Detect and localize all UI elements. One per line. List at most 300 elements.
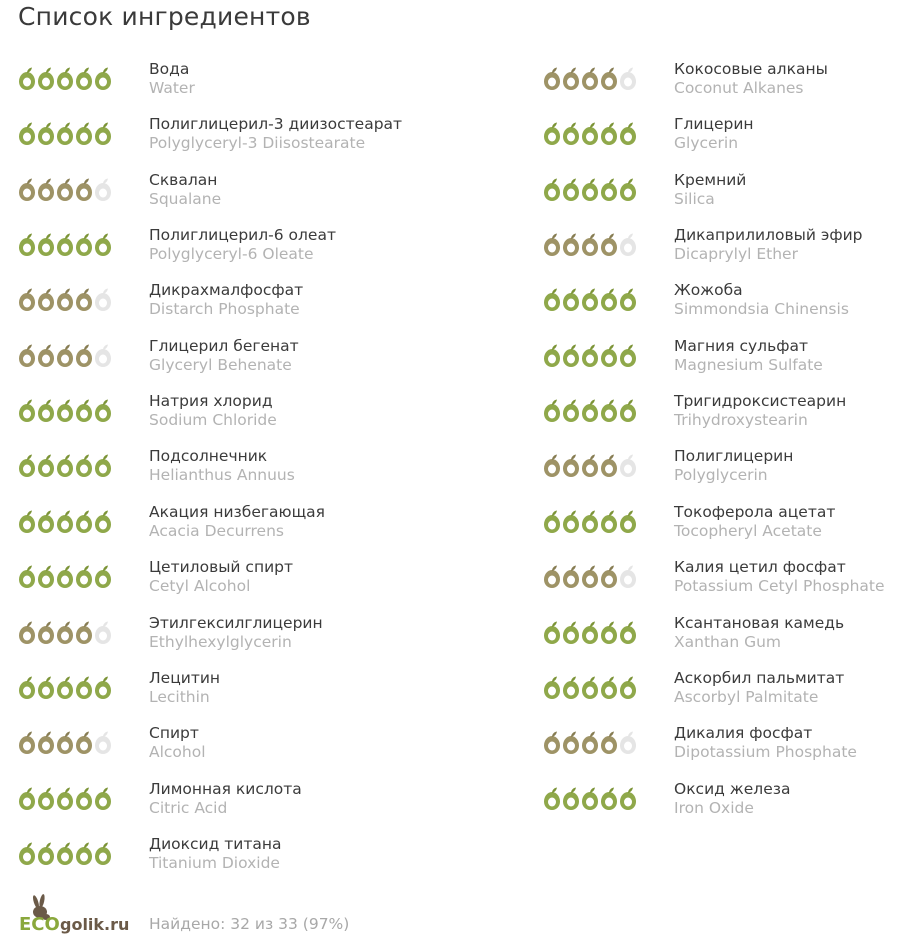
rating-drop-icon-filled xyxy=(38,178,54,201)
rating-drop-icon-filled xyxy=(582,68,598,91)
rating-drop-icon-filled xyxy=(38,455,54,478)
safety-rating xyxy=(18,454,112,478)
rating-drop-icon-filled xyxy=(76,234,92,257)
rating-drop-icon-filled xyxy=(582,676,598,699)
ingredient-name-ru[interactable]: Жожоба xyxy=(674,281,743,300)
rating-icons xyxy=(543,399,637,423)
rating-icons xyxy=(18,233,112,257)
rating-drop-icon-filled xyxy=(601,566,617,589)
ingredient-names xyxy=(149,115,402,153)
rating-icons xyxy=(18,399,112,423)
ingredient-name-en: Helianthus Annuus xyxy=(149,466,295,485)
rating-drop-icon-filled xyxy=(38,621,54,644)
footer xyxy=(18,893,518,941)
rating-drop-icon-filled xyxy=(601,732,617,755)
ingredient-names xyxy=(149,392,277,430)
ingredient-names xyxy=(149,226,336,264)
rating-drop-icon-filled xyxy=(544,400,560,423)
safety-rating xyxy=(543,787,637,811)
rating-drop-icon-filled xyxy=(544,344,560,367)
ingredient-row[interactable] xyxy=(0,226,525,270)
safety-rating xyxy=(18,842,112,866)
rating-drop-icon-filled xyxy=(582,178,598,201)
rating-drop-icon-filled xyxy=(19,787,35,810)
ingredient-name-en: Polyglyceryl-6 Oleate xyxy=(149,245,314,264)
rating-drop-icon-filled xyxy=(38,510,54,533)
ingredient-name-ru[interactable]: Дикрахмалфосфат xyxy=(149,281,304,300)
rating-drop-icon-filled xyxy=(601,289,617,312)
ingredient-row[interactable] xyxy=(525,171,906,215)
rating-drop-icon-filled xyxy=(582,289,598,312)
ingredient-name-ru[interactable]: Лимонная кислота xyxy=(149,779,302,798)
safety-rating xyxy=(543,731,637,755)
ingredient-name-ru[interactable]: Оксид железа xyxy=(674,779,791,798)
rating-drop-icon-filled xyxy=(563,455,579,478)
rating-drop-icon-filled xyxy=(57,732,73,755)
ingredient-name-ru[interactable]: Подсолнечник xyxy=(149,447,268,466)
ingredient-name-en: Ascorbyl Palmitate xyxy=(674,687,819,706)
ingredient-name-ru[interactable]: Калия цетил фосфат xyxy=(674,558,846,577)
ingredient-name-ru[interactable]: Тригидроксистеарин xyxy=(674,392,847,411)
rating-drop-icon-filled xyxy=(563,123,579,146)
rating-drop-icon-filled xyxy=(601,344,617,367)
logo-eco-text: ECO xyxy=(19,914,60,935)
rating-drop-icon-filled xyxy=(544,510,560,533)
rating-drop-icon-empty xyxy=(95,289,111,312)
ingredient-name-ru[interactable]: Полиглицерин xyxy=(674,447,794,466)
rating-drop-icon-filled xyxy=(620,178,636,201)
rating-drop-icon-filled xyxy=(544,68,560,91)
ingredient-name-en: Polyglycerin xyxy=(674,466,768,485)
rating-drop-icon-filled xyxy=(544,455,560,478)
ingredient-name-en: Lecithin xyxy=(149,687,210,706)
ingredient-name-ru[interactable]: Этилгексилглицерин xyxy=(149,613,323,632)
rating-icons xyxy=(543,122,637,146)
rating-icons xyxy=(18,621,112,645)
rating-drop-icon-filled xyxy=(95,510,111,533)
rating-drop-icon-filled xyxy=(19,455,35,478)
rating-icons xyxy=(543,787,637,811)
ingredient-name-ru[interactable]: Ксантановая камедь xyxy=(674,613,845,632)
rating-drop-icon-filled xyxy=(620,510,636,533)
ingredient-names xyxy=(674,115,754,153)
ingredient-name-ru[interactable]: Акация низбегающая xyxy=(149,502,325,521)
ingredient-name-ru[interactable]: Глицерил бегенат xyxy=(149,336,299,355)
rating-icons xyxy=(543,233,637,257)
safety-rating xyxy=(543,233,637,257)
rating-drop-icon-filled xyxy=(563,510,579,533)
rating-drop-icon-filled xyxy=(601,234,617,257)
ingredient-name-ru[interactable]: Кремний xyxy=(674,170,747,189)
safety-rating xyxy=(18,787,112,811)
ingredient-names xyxy=(674,503,835,541)
rating-drop-icon-filled xyxy=(19,510,35,533)
rating-drop-icon-filled xyxy=(563,732,579,755)
rating-drop-icon-filled xyxy=(620,123,636,146)
rating-drop-icon-filled xyxy=(582,787,598,810)
rating-icons xyxy=(18,122,112,146)
ingredient-row[interactable] xyxy=(0,447,525,491)
rating-drop-icon-filled xyxy=(57,787,73,810)
rating-drop-icon-filled xyxy=(563,400,579,423)
rating-drop-icon-filled xyxy=(76,68,92,91)
ingredient-name-ru[interactable]: Вода xyxy=(149,60,190,78)
ingredient-name-ru[interactable]: Полиглицерил-3 диизостеарат xyxy=(149,115,403,134)
rating-drop-icon-filled xyxy=(563,344,579,367)
ingredient-name-ru[interactable]: Диоксид титана xyxy=(149,834,282,853)
safety-rating xyxy=(543,178,637,202)
ingredient-row[interactable] xyxy=(525,281,906,325)
ingredient-row[interactable] xyxy=(525,669,906,713)
ingredient-names xyxy=(149,281,303,319)
rating-drop-icon-filled xyxy=(19,344,35,367)
ingredient-name-ru[interactable]: Сквалан xyxy=(149,170,218,189)
rating-drop-icon-filled xyxy=(38,123,54,146)
rating-icons xyxy=(18,676,112,700)
safety-rating xyxy=(18,122,112,146)
ingredient-name-en: Simmondsia Chinensis xyxy=(674,300,849,319)
ingredient-row[interactable] xyxy=(0,115,525,159)
rating-icons xyxy=(543,67,637,91)
ingredient-name-en: Citric Acid xyxy=(149,798,228,817)
logo-site-text: golik.ru xyxy=(60,915,130,934)
rating-icons xyxy=(18,787,112,811)
rating-drop-icon-empty xyxy=(620,732,636,755)
ingredient-row[interactable] xyxy=(525,503,906,547)
rating-drop-icon-filled xyxy=(563,178,579,201)
rating-icons xyxy=(18,510,112,534)
ingredient-names xyxy=(149,503,325,541)
rating-drop-icon-filled xyxy=(76,566,92,589)
rating-drop-icon-filled xyxy=(76,178,92,201)
ingredient-row[interactable] xyxy=(0,171,525,215)
ingredient-name-en: Squalane xyxy=(149,189,222,208)
rating-drop-icon-filled xyxy=(76,289,92,312)
ingredient-name-en: Dicaprylyl Ether xyxy=(674,245,798,264)
ingredient-names xyxy=(149,60,195,98)
rating-drop-icon-filled xyxy=(601,123,617,146)
safety-rating xyxy=(18,67,112,91)
ingredient-row[interactable] xyxy=(0,337,525,381)
safety-rating xyxy=(18,676,112,700)
ingredient-names xyxy=(149,337,299,375)
rating-drop-icon-filled xyxy=(601,68,617,91)
ingredient-names xyxy=(674,226,863,264)
ingredient-row[interactable] xyxy=(0,835,525,879)
rating-icons xyxy=(543,454,637,478)
ingredient-names xyxy=(674,724,857,762)
rating-drop-icon-filled xyxy=(582,234,598,257)
rating-drop-icon-filled xyxy=(19,123,35,146)
rating-drop-icon-empty xyxy=(95,621,111,644)
rating-drop-icon-filled xyxy=(601,787,617,810)
rating-drop-icon-filled xyxy=(620,289,636,312)
ingredient-row[interactable] xyxy=(525,392,906,436)
rating-drop-icon-filled xyxy=(57,400,73,423)
ingredient-name-en: Iron Oxide xyxy=(674,798,754,817)
safety-rating xyxy=(543,565,637,589)
rating-drop-icon-filled xyxy=(601,510,617,533)
ingredient-names xyxy=(674,337,823,375)
rating-icons xyxy=(18,67,112,91)
ingredient-name-ru[interactable]: Дикалия фосфат xyxy=(674,724,813,743)
ingredient-row[interactable] xyxy=(525,724,906,768)
rating-drop-icon-filled xyxy=(582,123,598,146)
rating-drop-icon-filled xyxy=(582,510,598,533)
rating-drop-icon-filled xyxy=(19,842,35,865)
rating-drop-icon-filled xyxy=(95,787,111,810)
ingredient-names xyxy=(674,669,844,707)
rating-drop-icon-filled xyxy=(19,234,35,257)
rating-drop-icon-filled xyxy=(544,178,560,201)
safety-rating xyxy=(543,621,637,645)
rating-drop-icon-filled xyxy=(563,68,579,91)
safety-rating xyxy=(18,399,112,423)
ingredient-row[interactable] xyxy=(525,558,906,602)
ingredient-names xyxy=(674,171,746,209)
rating-drop-icon-filled xyxy=(544,621,560,644)
ingredient-name-en: Trihydroxystearin xyxy=(674,411,808,430)
rating-drop-icon-filled xyxy=(57,566,73,589)
rating-drop-icon-filled xyxy=(38,400,54,423)
ingredient-name-ru[interactable]: Магния сульфат xyxy=(674,336,808,355)
ingredient-names xyxy=(674,60,828,98)
ingredient-row[interactable] xyxy=(525,226,906,270)
ingredient-row[interactable] xyxy=(0,281,525,325)
rating-drop-icon-filled xyxy=(582,732,598,755)
rating-drop-icon-filled xyxy=(95,566,111,589)
rating-drop-icon-filled xyxy=(57,178,73,201)
rating-icons xyxy=(543,510,637,534)
rating-drop-icon-filled xyxy=(76,621,92,644)
ingredient-name-ru[interactable]: Полиглицерил-6 олеат xyxy=(149,226,336,245)
ingredient-name-ru[interactable]: Спирт xyxy=(149,724,199,743)
safety-rating xyxy=(18,621,112,645)
rating-icons xyxy=(543,344,637,368)
safety-rating xyxy=(18,233,112,257)
ingredient-names xyxy=(149,669,220,707)
safety-rating xyxy=(543,122,637,146)
ingredient-name-en: Silica xyxy=(674,189,715,208)
rating-drop-icon-filled xyxy=(57,621,73,644)
ingredient-name-ru[interactable]: Натрия хлорид xyxy=(149,392,273,411)
rating-drop-icon-empty xyxy=(620,68,636,91)
ingredient-name-ru[interactable]: Цетиловый спирт xyxy=(149,558,294,577)
safety-rating xyxy=(543,288,637,312)
ingredient-row[interactable] xyxy=(0,60,525,104)
rating-drop-icon-filled xyxy=(582,400,598,423)
rating-drop-icon-filled xyxy=(563,289,579,312)
ingredient-row[interactable] xyxy=(525,60,906,104)
rating-drop-icon-filled xyxy=(19,400,35,423)
rating-drop-icon-filled xyxy=(57,234,73,257)
rating-drop-icon-filled xyxy=(563,234,579,257)
rating-drop-icon-filled xyxy=(95,842,111,865)
safety-rating xyxy=(543,399,637,423)
rating-drop-icon-filled xyxy=(38,566,54,589)
rating-drop-icon-filled xyxy=(601,455,617,478)
ingredient-name-ru[interactable]: Токоферола ацетат xyxy=(674,502,836,521)
ingredient-names xyxy=(674,392,846,430)
rating-drop-icon-filled xyxy=(95,68,111,91)
ingredient-name-ru[interactable]: Лецитин xyxy=(149,668,221,687)
ecogolik-logo[interactable] xyxy=(18,893,138,937)
ingredient-name-en: Magnesium Sulfate xyxy=(674,355,823,374)
ingredient-name-ru[interactable]: Кокосовые алканы xyxy=(674,60,828,78)
rating-drop-icon-filled xyxy=(38,234,54,257)
ingredient-name-en: Acacia Decurrens xyxy=(149,521,284,540)
ingredient-row[interactable] xyxy=(0,503,525,547)
rating-drop-icon-filled xyxy=(563,566,579,589)
rating-drop-icon-filled xyxy=(582,344,598,367)
ingredient-name-en: Alcohol xyxy=(149,743,206,762)
ingredient-row[interactable] xyxy=(0,392,525,436)
rating-drop-icon-filled xyxy=(544,289,560,312)
ingredient-names xyxy=(149,558,293,596)
ingredient-name-en: Xanthan Gum xyxy=(674,632,782,651)
ingredient-names xyxy=(149,835,282,873)
ingredient-name-en: Tocopheryl Acetate xyxy=(674,521,822,540)
ingredient-row[interactable] xyxy=(525,614,906,658)
ingredient-row[interactable] xyxy=(0,614,525,658)
ingredient-names xyxy=(149,780,302,818)
ingredient-row[interactable] xyxy=(0,780,525,824)
rating-drop-icon-filled xyxy=(76,400,92,423)
rating-icons xyxy=(18,344,112,368)
ingredient-name-ru[interactable]: Дикаприлиловый эфир xyxy=(674,226,863,245)
rating-drop-icon-filled xyxy=(38,289,54,312)
rating-drop-icon-filled xyxy=(620,676,636,699)
ingredient-name-ru[interactable]: Аскорбил пальмитат xyxy=(674,668,845,687)
rating-drop-icon-filled xyxy=(544,732,560,755)
rating-drop-icon-empty xyxy=(620,455,636,478)
safety-rating xyxy=(18,510,112,534)
rating-drop-icon-filled xyxy=(620,400,636,423)
safety-rating xyxy=(18,731,112,755)
rating-drop-icon-filled xyxy=(57,289,73,312)
safety-rating xyxy=(543,344,637,368)
rating-drop-icon-filled xyxy=(582,455,598,478)
safety-rating xyxy=(543,510,637,534)
ingredient-row[interactable] xyxy=(0,724,525,768)
safety-rating xyxy=(18,178,112,202)
rating-drop-icon-empty xyxy=(95,178,111,201)
ingredient-row[interactable] xyxy=(0,558,525,602)
rating-drop-icon-filled xyxy=(95,400,111,423)
ingredient-name-en: Ethylhexylglycerin xyxy=(149,632,292,651)
rating-drop-icon-empty xyxy=(95,344,111,367)
rating-icons xyxy=(18,454,112,478)
ingredient-row[interactable] xyxy=(525,447,906,491)
rating-drop-icon-filled xyxy=(38,68,54,91)
rating-drop-icon-filled xyxy=(544,676,560,699)
rating-drop-icon-filled xyxy=(19,621,35,644)
ingredient-name-en: Titanium Dioxide xyxy=(149,853,280,872)
ingredient-row[interactable] xyxy=(525,780,906,824)
ingredient-name-ru[interactable]: Глицерин xyxy=(674,115,754,134)
rating-drop-icon-filled xyxy=(38,344,54,367)
rating-drop-icon-filled xyxy=(620,787,636,810)
rating-drop-icon-filled xyxy=(57,842,73,865)
rating-drop-icon-filled xyxy=(620,621,636,644)
rating-drop-icon-filled xyxy=(57,123,73,146)
rating-drop-icon-filled xyxy=(544,787,560,810)
rating-drop-icon-filled xyxy=(19,68,35,91)
page-title: Список ингредиентов xyxy=(18,2,311,31)
ingredient-names xyxy=(149,614,323,652)
rating-drop-icon-filled xyxy=(563,676,579,699)
ingredient-name-en: Polyglyceryl-3 Diisostearate xyxy=(149,134,366,153)
rating-drop-icon-filled xyxy=(19,289,35,312)
ingredient-row[interactable] xyxy=(525,115,906,159)
ingredient-row[interactable] xyxy=(525,337,906,381)
rating-icons xyxy=(543,621,637,645)
rating-drop-icon-filled xyxy=(620,344,636,367)
rating-drop-icon-filled xyxy=(563,621,579,644)
rating-drop-icon-filled xyxy=(601,178,617,201)
ingredient-name-en: Water xyxy=(149,79,195,97)
ingredient-names xyxy=(674,447,793,485)
rating-icons xyxy=(18,731,112,755)
safety-rating xyxy=(543,676,637,700)
safety-rating xyxy=(543,67,637,91)
ingredient-names xyxy=(149,447,295,485)
safety-rating xyxy=(18,344,112,368)
rating-drop-icon-filled xyxy=(19,566,35,589)
ingredient-names xyxy=(674,281,849,319)
rating-drop-icon-filled xyxy=(76,787,92,810)
rating-drop-icon-filled xyxy=(38,787,54,810)
rating-drop-icon-filled xyxy=(57,455,73,478)
rating-drop-icon-filled xyxy=(57,68,73,91)
rating-drop-icon-filled xyxy=(544,566,560,589)
ingredient-name-en: Cetyl Alcohol xyxy=(149,577,251,596)
rating-drop-icon-filled xyxy=(76,123,92,146)
ingredient-names xyxy=(674,614,844,652)
ingredient-name-en: Coconut Alkanes xyxy=(674,79,804,97)
rating-drop-icon-filled xyxy=(76,510,92,533)
ingredient-row[interactable] xyxy=(0,669,525,713)
ingredient-name-en: Glyceryl Behenate xyxy=(149,355,292,374)
rating-icons xyxy=(18,565,112,589)
rating-drop-icon-filled xyxy=(563,787,579,810)
rating-drop-icon-filled xyxy=(19,178,35,201)
rating-drop-icon-filled xyxy=(601,621,617,644)
rating-drop-icon-filled xyxy=(582,621,598,644)
rating-drop-icon-filled xyxy=(19,732,35,755)
ingredient-name-en: Sodium Chloride xyxy=(149,411,277,430)
safety-rating xyxy=(543,454,637,478)
ingredient-names xyxy=(149,724,206,762)
rating-icons xyxy=(543,288,637,312)
rating-drop-icon-filled xyxy=(95,455,111,478)
rating-drop-icon-filled xyxy=(57,676,73,699)
rating-drop-icon-filled xyxy=(582,566,598,589)
rating-drop-icon-filled xyxy=(544,234,560,257)
rating-drop-icon-empty xyxy=(95,732,111,755)
ingredient-name-en: Glycerin xyxy=(674,134,739,153)
found-count: Найдено: 32 из 33 (97%) xyxy=(149,915,350,933)
rating-icons xyxy=(543,676,637,700)
rating-drop-icon-filled xyxy=(38,842,54,865)
rating-icons xyxy=(18,288,112,312)
ingredient-names xyxy=(149,171,221,209)
ingredient-name-en: Distarch Phosphate xyxy=(149,300,300,319)
ingredient-name-en: Dipotassium Phosphate xyxy=(674,743,857,762)
ingredient-names xyxy=(674,558,885,596)
ingredient-names xyxy=(674,780,791,818)
rating-drop-icon-filled xyxy=(57,344,73,367)
